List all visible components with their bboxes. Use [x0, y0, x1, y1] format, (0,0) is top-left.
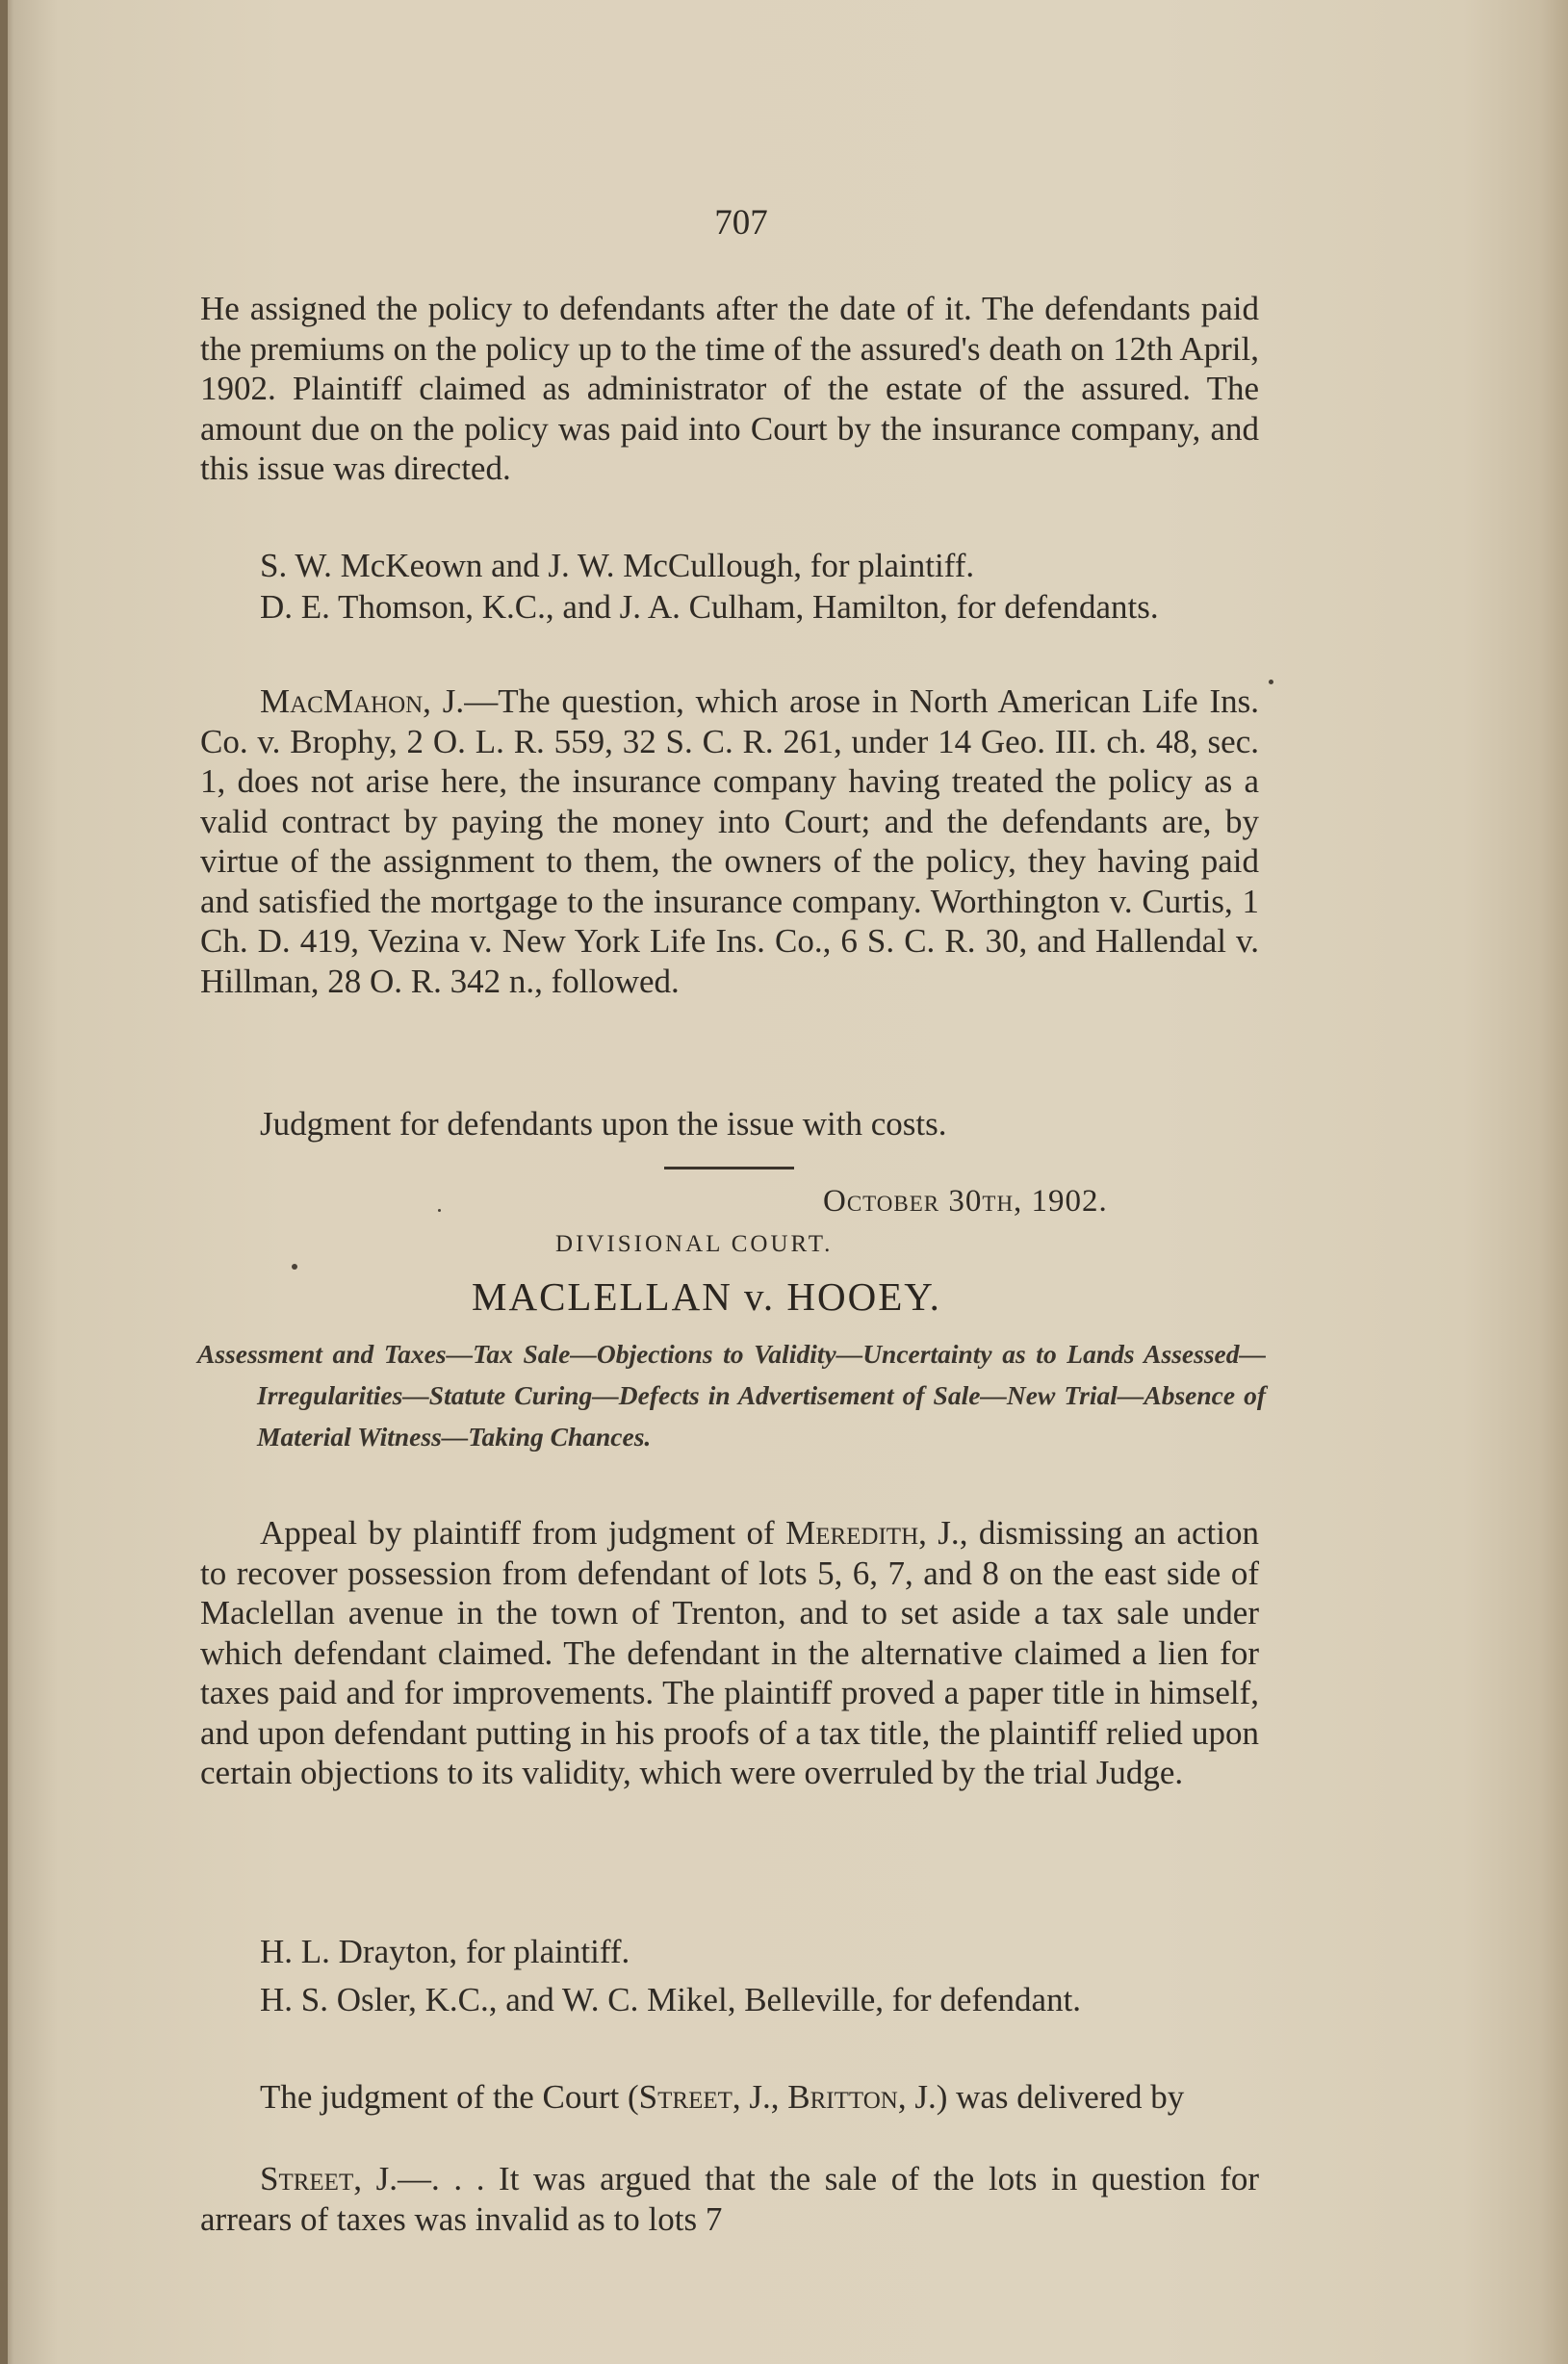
paragraph-counsel2-defendant [200, 1980, 1259, 2020]
facts-text: He assigned the policy to defendants after the date of it. The defendants paid the premiums on the policy up to the time of the assured's death on 12th April, 1902. Plaintiff claimed as administrator of the estate of the assured. The amount due on the policy was paid into Court by the insurance company, and this issue was directed. [200, 290, 1259, 487]
paragraph-counsel-defendants [200, 587, 1259, 628]
appeal-intro: Appeal by plaintiff from judgment of [260, 1514, 786, 1552]
result-text: Judgment for defendants upon the issue with costs. [260, 1105, 947, 1143]
page-number: 707 [714, 203, 768, 243]
paper-speck [438, 1209, 441, 1212]
headnote [197, 1333, 1266, 1457]
paragraph-counsel-plaintiff [200, 546, 1259, 586]
paragraph-facts [200, 289, 1259, 489]
counsel2-plaintiff-text: H. L. Drayton, for plaintiff. [260, 1933, 630, 1970]
court-separator: , [770, 2078, 788, 2116]
decision-date: October 30th, 1902. [823, 1184, 1108, 1219]
court-name: DIVISIONAL COURT. [555, 1231, 834, 1257]
section-divider [664, 1167, 794, 1169]
paragraph-court-judgment [200, 2077, 1259, 2118]
counsel-plaintiff-text: S. W. McKeown and J. W. McCullough, for plaintiff. [260, 547, 975, 584]
judgment-macmahon-body: —The question, which arose in North American Life Ins. Co. v. Brophy, 2 O. L. R. 559, 32 S. C. R. 261, under 14 Geo. III. ch. 48, sec. 1, does not arise here, the insurance company having treated the policy as a valid contract by paying the money into Court; and the defendants are, by virtue of the assignment to them, the owners of the policy, they having paid and satisfied the mortgage to the insurance company. Worthington v. Curtis, 1 Ch. D. 419, Vezina v. New York Life Ins. Co., 6 S. C. R. 30, and Hallendal v. Hillman, 28 O. R. 342 n., followed. [200, 682, 1260, 1000]
judge-name-macmahon: MacMahon, J. [260, 682, 465, 720]
paper-speck [1269, 680, 1273, 684]
paragraph-judgment-street [200, 2159, 1259, 2239]
court-outro: ) was delivered by [936, 2078, 1185, 2116]
judgment-street-text [200, 2159, 1259, 2239]
judgment-macmahon-text [200, 681, 1259, 1001]
paragraph-result [200, 1104, 1259, 1144]
paragraph-judgment-macmahon [200, 681, 1259, 1001]
appeal-body: , dismissing an action to recover possession from defendant of lots 5, 6, 7, and 8 on the east side of Maclellan avenue in the town of Trenton, and to set aside a tax sale under which defendant claimed. The defendant in the alternative claimed a lien for taxes paid and for improvements. The plaintiff proved a paper title in himself, and upon defendant putting in his proofs of a tax title, the plaintiff relied upon certain objections to its validity, which were overruled by the trial Judge. [200, 1514, 1260, 1791]
court-judgment-text [200, 2077, 1259, 2118]
paragraph-appeal [200, 1513, 1259, 1793]
court-judge-street: Street, J. [638, 2078, 771, 2116]
court-judge-britton: Britton, J. [787, 2078, 937, 2116]
court-intro: The judgment of the Court ( [260, 2078, 639, 2116]
counsel2-defendant-text: H. S. Osler, K.C., and W. C. Mikel, Belleville, for defendant. [260, 1981, 1082, 2018]
counsel-defendants-text: D. E. Thomson, K.C., and J. A. Culham, Hamilton, for defendants. [260, 588, 1159, 626]
paragraph-counsel2-plaintiff [200, 1932, 1259, 1972]
judge-name-street: Street, J. [260, 2160, 398, 2197]
judgment-street-body: —. . . It was argued that the sale of the lots in question for arrears of taxes was invalid as to lots 7 [200, 2160, 1259, 2238]
paper-speck [292, 1264, 297, 1270]
case-title: MACLELLAN v. HOOEY. [472, 1274, 941, 1319]
headnote-text: Assessment and Taxes—Tax Sale—Objections to Validity—Uncertainty as to Lands Assessed—Irregularities—Statute Curing—Defects in Advertisement of Sale—New Trial—Absence of Material Witness—Taking Chances. [197, 1339, 1266, 1452]
appeal-judge-name: Meredith, J. [785, 1514, 960, 1552]
appeal-text [200, 1513, 1259, 1793]
